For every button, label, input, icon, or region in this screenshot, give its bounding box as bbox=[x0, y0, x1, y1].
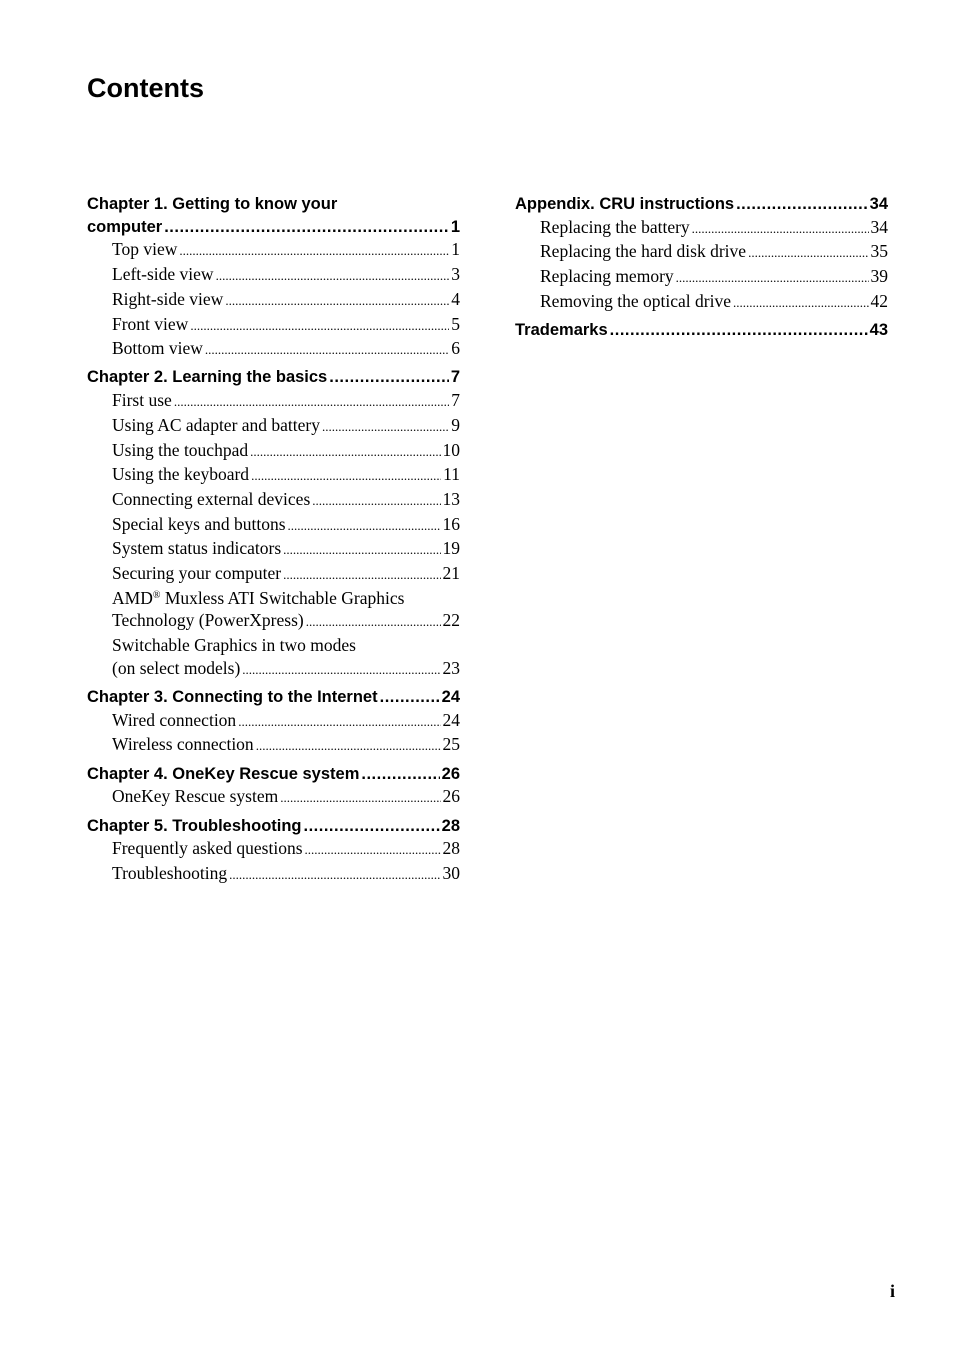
toc-page-number: 6 bbox=[451, 338, 460, 359]
dot-leader bbox=[190, 315, 449, 338]
toc-page-number: 19 bbox=[442, 538, 460, 559]
toc-page-number: 28 bbox=[441, 816, 460, 835]
dot-leader bbox=[242, 659, 440, 682]
toc-entry-label: Removing the optical drive bbox=[540, 290, 731, 311]
dot-leader bbox=[748, 242, 868, 265]
toc-page-number: 5 bbox=[451, 313, 460, 334]
toc-page-number: 42 bbox=[870, 290, 888, 311]
toc-entry-label: Replacing the hard disk drive bbox=[540, 241, 747, 262]
toc-entry-label: Connecting external devices bbox=[112, 488, 311, 509]
toc-entry-removing-optical[interactable] bbox=[515, 290, 888, 315]
toc-page-number: 26 bbox=[442, 786, 460, 807]
dot-leader bbox=[288, 515, 441, 538]
toc-page-number: 24 bbox=[442, 709, 460, 730]
toc-page-number: 23 bbox=[442, 657, 460, 678]
dot-leader bbox=[306, 611, 441, 634]
toc-entry-label bbox=[112, 587, 460, 610]
dot-leader bbox=[250, 441, 440, 464]
toc-page-number: 4 bbox=[451, 288, 460, 309]
toc-left-column bbox=[87, 193, 460, 887]
toc-entry-keyboard[interactable] bbox=[87, 463, 460, 488]
toc-entry-label: First use bbox=[112, 390, 172, 411]
toc-entry-status-indicators[interactable] bbox=[87, 537, 460, 562]
toc-page-number: 30 bbox=[442, 862, 460, 883]
dot-leader bbox=[164, 216, 449, 239]
dot-leader bbox=[329, 366, 449, 389]
dot-leader bbox=[692, 218, 869, 241]
dot-leader bbox=[304, 815, 440, 838]
toc-page-number: 21 bbox=[442, 563, 460, 584]
toc-page-number: 1 bbox=[450, 217, 460, 236]
toc-entry-label: Securing your computer bbox=[112, 563, 282, 584]
toc-entry-label-rest: Muxless ATI Switchable Graphics bbox=[160, 587, 405, 608]
dot-leader bbox=[229, 864, 440, 887]
toc-page-number: 24 bbox=[441, 688, 460, 707]
toc-page-number: 7 bbox=[450, 368, 460, 387]
toc-entry-troubleshooting[interactable] bbox=[87, 862, 460, 887]
toc-entry-external-devices[interactable] bbox=[87, 488, 460, 513]
toc-entry-left-side-view[interactable] bbox=[87, 263, 460, 288]
toc-right-column bbox=[515, 193, 888, 342]
toc-entry-label: Wireless connection bbox=[112, 734, 254, 755]
page-title: Contents bbox=[87, 73, 204, 103]
toc-chapter-title: Chapter 1. Getting to know your bbox=[87, 195, 338, 213]
dot-leader bbox=[380, 686, 440, 709]
toc-page-number: 34 bbox=[870, 216, 888, 237]
toc-entry-wireless[interactable] bbox=[87, 733, 460, 758]
toc-page-number: 11 bbox=[443, 464, 460, 485]
toc-entry-bottom-view[interactable] bbox=[87, 337, 460, 362]
toc-entry-wired[interactable] bbox=[87, 709, 460, 734]
toc-page-number: 1 bbox=[451, 239, 460, 260]
toc-entry-label: Switchable Graphics in two modes bbox=[112, 635, 356, 656]
toc-page-number: 39 bbox=[870, 266, 888, 287]
toc-chapter-title: Chapter 3. Connecting to the Internet bbox=[87, 688, 378, 707]
dot-leader bbox=[283, 564, 440, 587]
dot-leader bbox=[283, 539, 440, 562]
toc-entry-special-keys[interactable] bbox=[87, 513, 460, 538]
toc-page-number: 34 bbox=[869, 195, 888, 213]
toc-page-number: 26 bbox=[441, 764, 460, 783]
toc-chapter-title: Appendix. CRU instructions bbox=[515, 195, 735, 213]
dot-leader bbox=[251, 465, 441, 488]
toc-entry-label: Front view bbox=[112, 313, 189, 334]
toc-chapter-title: Chapter 4. OneKey Rescue system bbox=[87, 764, 360, 783]
toc-entry-label: Using the touchpad bbox=[112, 439, 249, 460]
toc-entry-label: Left-side view bbox=[112, 264, 214, 285]
dot-leader bbox=[733, 292, 869, 315]
registered-mark: ® bbox=[152, 589, 161, 601]
dot-leader bbox=[361, 763, 439, 786]
toc-entry-securing[interactable] bbox=[87, 562, 460, 587]
toc-chapter-title: Chapter 5. Troubleshooting bbox=[87, 816, 302, 835]
toc-appendix[interactable] bbox=[515, 193, 888, 216]
toc-entry-label-cont: Technology (PowerXpress) bbox=[112, 610, 304, 631]
toc-trademarks[interactable] bbox=[515, 319, 888, 342]
toc-chapter-title-cont: computer bbox=[87, 217, 163, 236]
dot-leader bbox=[179, 240, 449, 263]
toc-page-number: 3 bbox=[451, 264, 460, 285]
toc-entry-top-view[interactable] bbox=[87, 238, 460, 263]
dot-leader bbox=[610, 319, 868, 342]
toc-chapter-title: Trademarks bbox=[515, 321, 608, 340]
toc-entry-label: Wired connection bbox=[112, 709, 237, 730]
toc-page-number: 7 bbox=[451, 390, 460, 411]
dot-leader bbox=[305, 839, 441, 862]
toc-entry-label: Top view bbox=[112, 239, 178, 260]
toc-entry-faq[interactable] bbox=[87, 837, 460, 862]
toc-chapter-3[interactable] bbox=[87, 686, 460, 709]
toc-chapter-2[interactable] bbox=[87, 366, 460, 389]
toc-entry-replacing-memory[interactable] bbox=[515, 265, 888, 290]
toc-chapter-title: Chapter 2. Learning the basics bbox=[87, 368, 328, 387]
toc-entry-onekey[interactable] bbox=[87, 785, 460, 810]
toc-chapter-4[interactable] bbox=[87, 763, 460, 786]
dot-leader bbox=[736, 193, 868, 216]
toc-entry-label: Replacing the battery bbox=[540, 216, 690, 237]
dot-leader bbox=[238, 711, 440, 734]
toc-entry-label: OneKey Rescue system bbox=[112, 786, 279, 807]
amd-brand: AMD bbox=[112, 587, 153, 608]
dot-leader bbox=[205, 339, 449, 362]
toc-page-number: 43 bbox=[869, 321, 888, 340]
dot-leader bbox=[280, 787, 440, 810]
toc-chapter-1[interactable] bbox=[87, 193, 460, 238]
toc-page-number: 25 bbox=[442, 734, 460, 755]
toc-page-number: 28 bbox=[442, 838, 460, 859]
dot-leader bbox=[676, 267, 869, 290]
dot-leader bbox=[322, 416, 449, 439]
toc-entry-ac-adapter[interactable] bbox=[87, 414, 460, 439]
toc-entry-label: Using the keyboard bbox=[112, 464, 250, 485]
dot-leader bbox=[174, 391, 449, 414]
toc-entry-label: System status indicators bbox=[112, 538, 282, 559]
toc-page-number: 22 bbox=[442, 610, 460, 631]
toc-entry-switchable-modes[interactable] bbox=[87, 634, 460, 681]
toc-page-number: 13 bbox=[442, 488, 460, 509]
toc-entry-front-view[interactable] bbox=[87, 313, 460, 338]
toc-entry-label: Using AC adapter and battery bbox=[112, 414, 321, 435]
toc-page-number: 16 bbox=[442, 513, 460, 534]
toc-entry-label: Troubleshooting bbox=[112, 862, 228, 883]
toc-entry-label: Special keys and buttons bbox=[112, 513, 286, 534]
toc-entry-replacing-battery[interactable] bbox=[515, 216, 888, 241]
page-number: i bbox=[890, 1281, 896, 1301]
toc-entry-label-cont: (on select models) bbox=[112, 657, 241, 678]
toc-page-number: 10 bbox=[442, 439, 460, 460]
toc-entry-label: Replacing memory bbox=[540, 266, 674, 287]
toc-entry-label: Frequently asked questions bbox=[112, 838, 303, 859]
toc-entry-first-use[interactable] bbox=[87, 389, 460, 414]
dot-leader bbox=[312, 490, 440, 513]
toc-entry-right-side-view[interactable] bbox=[87, 288, 460, 313]
toc-entry-label: Right-side view bbox=[112, 288, 224, 309]
toc-entry-label: Bottom view bbox=[112, 338, 203, 359]
toc-page-number: 35 bbox=[870, 241, 888, 262]
toc-entry-replacing-hdd[interactable] bbox=[515, 240, 888, 265]
dot-leader bbox=[225, 290, 449, 313]
toc-page-number: 9 bbox=[451, 414, 460, 435]
toc-entry-touchpad[interactable] bbox=[87, 439, 460, 464]
toc-entry-amd-switchable[interactable] bbox=[87, 587, 460, 634]
toc-chapter-5[interactable] bbox=[87, 815, 460, 838]
dot-leader bbox=[216, 265, 450, 288]
dot-leader bbox=[256, 735, 441, 758]
